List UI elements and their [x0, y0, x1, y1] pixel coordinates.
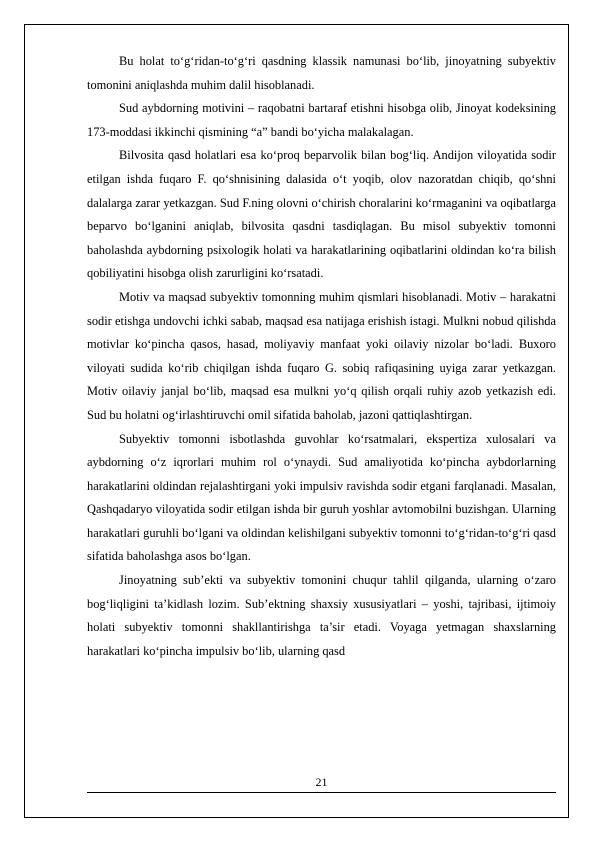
paragraph-3: Bilvosita qasd holatlari esa ko‘proq beparvolik bilan bog‘liq. Andijon viloyatida sodir etilgan ishda fuqaro F. qo‘shnisining dalasida o‘t yoqib, olov nazoratdan chiqib, qo‘shni dalalarga zarar yetkazgan. Sud F.ning olovni o‘chirish choralarini ko‘rmaganini va oqibatlarga beparvo bo‘lganini aniqlab, bilvosita qasdni tasdiqlagan. Bu misol subyektiv tomonni baholashda aybdorning psixologik holati va harakatlarining oqibatlarini oldindan ko‘ra bilish qobiliyatini hisobga olish zarurligini ko‘rsatadi.	[87, 148, 556, 281]
page-number: 21	[315, 775, 328, 789]
paragraph-1: Bu holat to‘g‘ridan-to‘g‘ri qasdning klassik namunasi bo‘lib, jinoyatning subyektiv tomonini aniqlashda muhim dalil hisoblanadi.	[87, 54, 556, 92]
paragraph-2: Sud aybdorning motivini – raqobatni bartaraf etishni hisobga olib, Jinoyat kodeksining 173-moddasi ikkinchi qismining “a” bandi bo‘yicha malakalagan.	[87, 101, 556, 139]
paragraph-5: Subyektiv tomonni isbotlashda guvohlar ko‘rsatmalari, ekspertiza xulosalari va aybdorning o‘z iqrorlari muhim rol o‘ynaydi. Sud amaliyotida ko‘pincha aybdorlarning harakatlarini oldindan rejalashtirgani yoki impulsiv ravishda sodir etgani farqlanadi. Masalan, Qashqadaryo viloyatida sodir etilgan ishda bir guruh yoshlar avtomobilni buzishgan. Ularning harakatlari guruhli bo‘lgani va oldindan kelishilgani subyektiv tomonni to‘g‘ridan-to‘g‘ri qasd sifatida baholashga asos bo‘lgan.	[87, 431, 556, 564]
paragraph-4: Motiv va maqsad subyektiv tomonning muhim qismlari hisoblanadi. Motiv – harakatni sodir etishga undovchi ichki sabab, maqsad esa natijaga erishish istagi. Mulkni nobud qilishda motivlar ko‘pincha qasos, hasad, moliyaviy manfaat yoki oilaviy nizolar bo‘ladi. Buxoro viloyati sudida ko‘rib chiqilgan ishda fuqaro G. sobiq rafiqasining uyiga zarar yetkazgan. Motiv oilaviy janjal bo‘lib, maqsad esa mulkni yo‘q qilish orqali ruhiy azob yetkazish edi. Sud bu holatni og‘irlashtiruvchi omil sifatida baholab, jazoni qattiqlashtirgan.	[87, 289, 556, 422]
footer-divider	[87, 792, 556, 793]
paragraph-6: Jinoyatning sub’ekti va subyektiv tomonini chuqur tahlil qilganda, ularning o‘zaro bog‘liqligini ta’kidlash lozim. Sub’ektning shaxsiy xususiyatlari – yoshi, tajribasi, ijtimoiy holati subyektiv tomonni shakllantirishga ta’sir etadi. Voyaga yetmagan shaxslarning harakatlari ko‘pincha impulsiv bo‘lib, ularning qasd	[87, 573, 556, 658]
document-body	[87, 50, 556, 663]
